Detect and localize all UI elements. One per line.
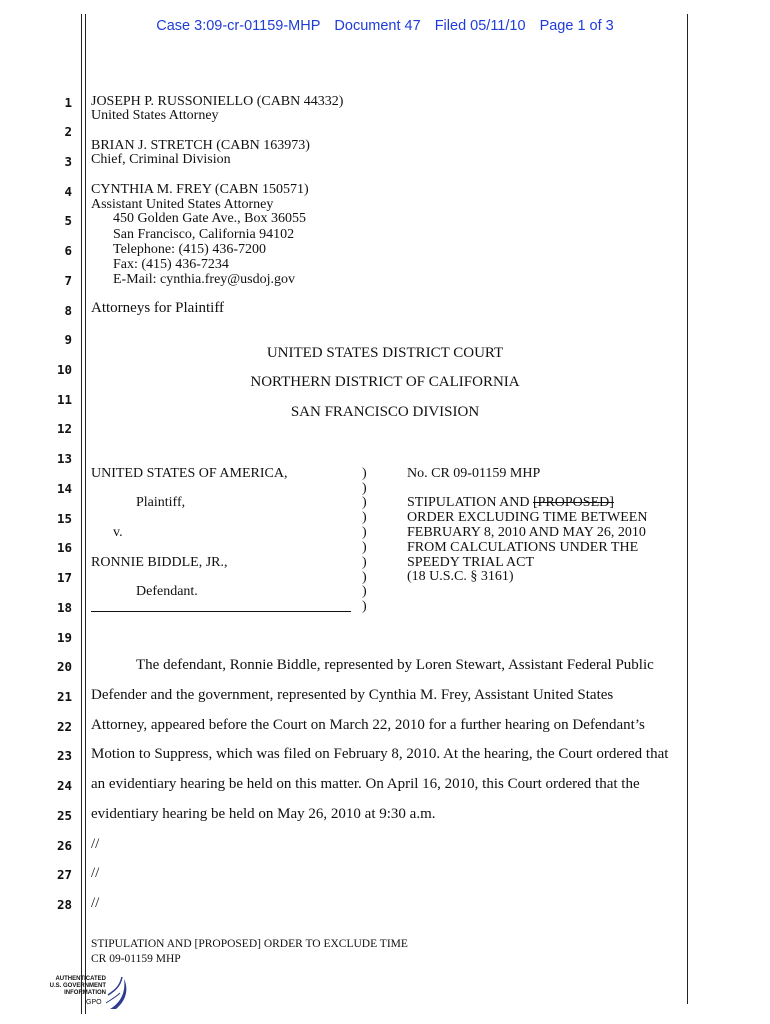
caption-paren: ) bbox=[362, 495, 367, 510]
caption-paren: ) bbox=[362, 510, 367, 525]
caption-rule bbox=[91, 611, 351, 612]
line-number: 26 bbox=[56, 838, 72, 853]
right-margin-rule bbox=[687, 14, 688, 1004]
stipulation-title-line: SPEEDY TRIAL ACT bbox=[407, 555, 535, 570]
line-number: 7 bbox=[64, 273, 72, 288]
attorney-address: 450 Golden Gate Ave., Box 36055 bbox=[113, 211, 306, 226]
line-number: 24 bbox=[56, 778, 72, 793]
attorney-title: Chief, Criminal Division bbox=[91, 152, 231, 167]
gpo-seal-text: AUTHENTICATED U.S. GOVERNMENT INFORMATION bbox=[49, 976, 106, 996]
header-page: Page 1 of 3 bbox=[539, 18, 614, 34]
line-number: 4 bbox=[64, 184, 72, 199]
body-line: // bbox=[91, 836, 100, 852]
gpo-eagle-icon bbox=[106, 973, 130, 1013]
line-number: 18 bbox=[56, 600, 72, 615]
footer-title: STIPULATION AND [PROPOSED] ORDER TO EXCLUDE TIME bbox=[91, 938, 408, 950]
caption-paren: ) bbox=[362, 540, 367, 555]
attorney-address: San Francisco, California 94102 bbox=[113, 227, 295, 242]
line-number: 19 bbox=[56, 630, 72, 645]
left-margin-rule-outer bbox=[81, 14, 82, 1014]
line-number: 5 bbox=[64, 213, 72, 228]
line-number: 25 bbox=[56, 808, 72, 823]
attorney-name: CYNTHIA M. FREY (CABN 150571) bbox=[91, 182, 309, 197]
line-number: 1 bbox=[64, 95, 72, 110]
line-number: 22 bbox=[56, 719, 72, 734]
header-filed-date: Filed 05/11/10 bbox=[434, 18, 526, 34]
caption-paren: ) bbox=[362, 599, 367, 614]
line-number: 6 bbox=[64, 243, 72, 258]
attorney-name: JOSEPH P. RUSSONIELLO (CABN 44332) bbox=[91, 94, 344, 109]
left-margin-rule-inner bbox=[85, 14, 86, 1014]
line-number: 13 bbox=[56, 451, 72, 466]
stipulation-title-line: ORDER EXCLUDING TIME BETWEEN bbox=[407, 510, 648, 525]
line-number: 10 bbox=[56, 362, 72, 377]
body-line: // bbox=[91, 895, 100, 911]
court-name: UNITED STATES DISTRICT COURT bbox=[266, 345, 504, 361]
body-line: Attorney, appeared before the Court on March 22, 2010 for a further hearing on Defendant’s bbox=[91, 717, 645, 733]
attorney-title: United States Attorney bbox=[91, 108, 219, 123]
header-document: Document 47 bbox=[334, 18, 421, 34]
attorney-name: BRIAN J. STRETCH (CABN 163973) bbox=[91, 138, 310, 153]
line-number: 27 bbox=[56, 867, 72, 882]
stipulation-title-line bbox=[407, 495, 614, 510]
body-line: evidentiary hearing be held on May 26, 2010 at 9:30 a.m. bbox=[91, 806, 436, 822]
line-number: 11 bbox=[56, 392, 72, 407]
court-district: NORTHERN DISTRICT OF CALIFORNIA bbox=[250, 374, 520, 390]
caption-paren: ) bbox=[362, 525, 367, 540]
caption-paren: ) bbox=[362, 466, 367, 481]
stipulation-title-line: (18 U.S.C. § 3161) bbox=[407, 569, 514, 584]
stipulation-title-line: FEBRUARY 8, 2010 AND MAY 26, 2010 bbox=[407, 525, 646, 540]
attorney-fax: Fax: (415) 436-7234 bbox=[113, 257, 229, 272]
body-line: an evidentiary hearing be held on this matter. On April 16, 2010, this Court ordered that the bbox=[91, 776, 640, 792]
attorney-telephone: Telephone: (415) 436-7200 bbox=[113, 242, 266, 257]
line-number: 16 bbox=[56, 540, 72, 555]
filing-header bbox=[0, 18, 770, 34]
gpo-label: GPO bbox=[86, 999, 102, 1006]
stipulation-title-line: FROM CALCULATIONS UNDER THE bbox=[407, 540, 639, 555]
caption-defendant-role: Defendant. bbox=[136, 584, 198, 599]
line-number: 12 bbox=[56, 421, 72, 436]
caption-paren: ) bbox=[362, 555, 367, 570]
attorney-title: Assistant United States Attorney bbox=[91, 197, 274, 212]
attorneys-for-plaintiff: Attorneys for Plaintiff bbox=[91, 300, 225, 316]
header-case-number: Case 3:09-cr-01159-MHP bbox=[156, 18, 321, 34]
stipulation-title-start: STIPULATION AND bbox=[407, 495, 533, 510]
line-number: 14 bbox=[56, 481, 72, 496]
line-number: 28 bbox=[56, 897, 72, 912]
footer-case-number: CR 09-01159 MHP bbox=[91, 953, 181, 965]
line-number: 21 bbox=[56, 689, 72, 704]
proposed-struck: [PROPOSED] bbox=[533, 495, 614, 510]
line-number: 8 bbox=[64, 303, 72, 318]
caption-paren: ) bbox=[362, 584, 367, 599]
body-line: The defendant, Ronnie Biddle, represented by Loren Stewart, Assistant Federal Public bbox=[136, 657, 654, 673]
case-number: No. CR 09-01159 MHP bbox=[407, 466, 541, 481]
line-number: 23 bbox=[56, 748, 72, 763]
line-number: 17 bbox=[56, 570, 72, 585]
line-number: 3 bbox=[64, 154, 72, 169]
caption-versus: v. bbox=[113, 525, 123, 540]
line-number: 20 bbox=[56, 659, 72, 674]
body-line: // bbox=[91, 865, 100, 881]
court-division: SAN FRANCISCO DIVISION bbox=[290, 404, 480, 420]
caption-plaintiff: UNITED STATES OF AMERICA, bbox=[91, 466, 288, 481]
caption-defendant: RONNIE BIDDLE, JR., bbox=[91, 555, 228, 570]
line-number: 15 bbox=[56, 511, 72, 526]
body-line: Motion to Suppress, which was filed on February 8, 2010. At the hearing, the Court ordered that bbox=[91, 746, 669, 762]
body-line: Defender and the government, represented by Cynthia M. Frey, Assistant United States bbox=[91, 687, 614, 703]
line-number: 2 bbox=[64, 124, 72, 139]
gpo-authentication-seal bbox=[44, 973, 128, 1013]
attorney-email: E-Mail: cynthia.frey@usdoj.gov bbox=[113, 272, 296, 287]
caption-plaintiff-role: Plaintiff, bbox=[136, 495, 186, 510]
caption-paren: ) bbox=[362, 481, 367, 496]
caption-paren: ) bbox=[362, 570, 367, 585]
line-number: 9 bbox=[64, 332, 72, 347]
